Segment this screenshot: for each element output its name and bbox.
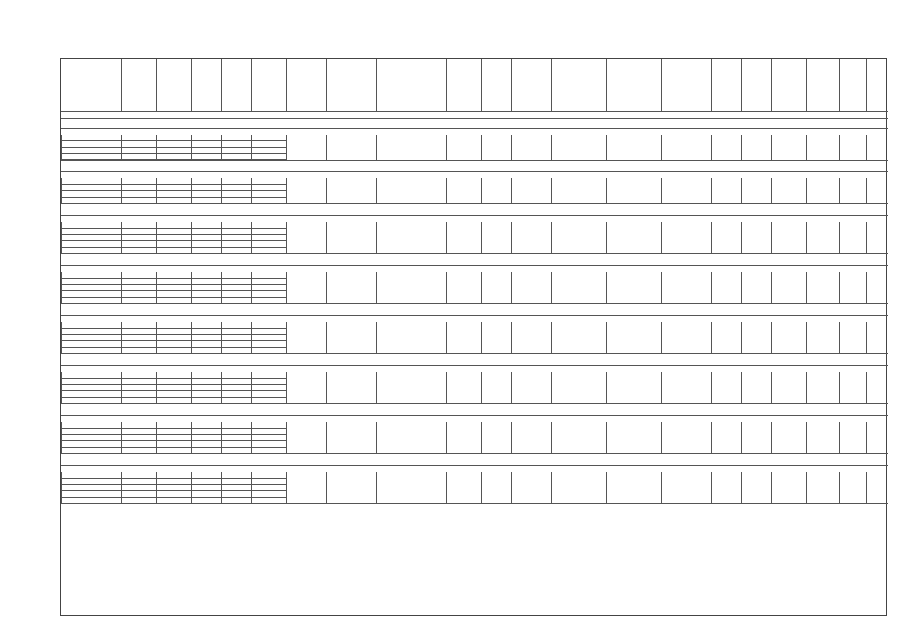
ownership-form xyxy=(662,145,710,153)
row-rule xyxy=(61,278,286,279)
block-divider xyxy=(326,178,327,203)
block-divider xyxy=(251,422,252,454)
block-divider xyxy=(771,472,772,504)
block-divider xyxy=(251,372,252,404)
block-divider xyxy=(839,422,840,454)
column-header xyxy=(552,63,605,109)
client xyxy=(552,383,605,397)
block-divider xyxy=(156,178,157,203)
object-line xyxy=(73,316,884,320)
column-header xyxy=(287,63,325,109)
row-rule xyxy=(61,347,286,348)
block-bottom xyxy=(61,403,888,404)
block-divider xyxy=(771,272,772,304)
capacity xyxy=(377,383,445,395)
work-type xyxy=(447,233,480,245)
row-rule xyxy=(61,234,286,235)
block-divider xyxy=(511,272,512,304)
block-divider xyxy=(839,135,840,160)
block-divider xyxy=(251,178,252,203)
investment-program-table xyxy=(60,58,887,616)
block-divider xyxy=(771,135,772,160)
block-divider xyxy=(326,135,327,160)
capacity xyxy=(377,233,445,245)
block-bottom xyxy=(61,160,888,161)
block-divider xyxy=(156,422,157,454)
row-rule xyxy=(61,284,286,285)
block-divider xyxy=(866,422,867,454)
work-type xyxy=(447,483,480,495)
row-rule xyxy=(61,478,286,479)
block-left xyxy=(61,222,62,254)
block-divider xyxy=(866,372,867,404)
block-divider xyxy=(251,322,252,354)
column-header xyxy=(157,63,190,109)
object-line xyxy=(73,172,884,176)
column-header xyxy=(222,63,250,109)
block-divider xyxy=(221,272,222,304)
block-divider xyxy=(221,322,222,354)
block-divider xyxy=(121,472,122,504)
amount xyxy=(607,144,660,152)
block-bottom xyxy=(61,353,888,354)
section-band xyxy=(63,306,884,310)
block-left xyxy=(61,422,62,454)
block-divider xyxy=(481,222,482,254)
work-type xyxy=(447,333,480,345)
row-rule xyxy=(61,334,286,335)
block-divider xyxy=(511,222,512,254)
block-divider xyxy=(481,422,482,454)
block-bottom xyxy=(61,203,888,204)
block-divider xyxy=(741,272,742,304)
block-divider xyxy=(191,178,192,203)
column-header xyxy=(122,63,155,109)
row-rule xyxy=(61,428,286,429)
block-divider xyxy=(741,422,742,454)
row-rule xyxy=(61,434,286,435)
block-divider xyxy=(251,472,252,504)
object-line xyxy=(73,216,884,220)
block-divider xyxy=(481,272,482,304)
block-divider xyxy=(251,135,252,160)
block-divider xyxy=(711,372,712,404)
block-divider xyxy=(191,422,192,454)
block-divider xyxy=(866,222,867,254)
header-divider xyxy=(866,59,867,111)
block-divider xyxy=(251,222,252,254)
row-rule xyxy=(61,197,286,198)
block-divider xyxy=(286,422,287,454)
block-divider xyxy=(156,272,157,304)
block-divider xyxy=(286,472,287,504)
column-header xyxy=(482,63,510,109)
block-left xyxy=(61,372,62,404)
section-band xyxy=(63,163,884,167)
object-line xyxy=(73,466,884,470)
block-divider xyxy=(806,422,807,454)
block-divider xyxy=(221,472,222,504)
block-divider xyxy=(741,222,742,254)
header-divider xyxy=(839,59,840,111)
block-divider xyxy=(286,135,287,160)
block-divider xyxy=(286,222,287,254)
block-divider xyxy=(191,322,192,354)
column-header xyxy=(327,63,375,109)
column-header xyxy=(377,63,445,109)
block-bottom xyxy=(61,453,888,454)
block-divider xyxy=(121,272,122,304)
capacity xyxy=(377,483,445,495)
column-header xyxy=(252,63,285,109)
block-divider xyxy=(741,472,742,504)
amount xyxy=(607,435,660,443)
ownership-form xyxy=(662,286,710,294)
block-divider xyxy=(221,422,222,454)
column-header xyxy=(712,63,740,109)
block-divider xyxy=(481,178,482,203)
row-rule xyxy=(61,397,286,398)
object-line xyxy=(73,129,884,133)
block-divider xyxy=(806,322,807,354)
block-divider xyxy=(156,472,157,504)
block-divider xyxy=(741,178,742,203)
client xyxy=(552,333,605,347)
row-rule xyxy=(61,147,286,148)
block-divider xyxy=(121,322,122,354)
amount xyxy=(607,485,660,493)
client xyxy=(552,142,605,156)
row-rule xyxy=(61,297,286,298)
block-divider xyxy=(866,272,867,304)
block-divider xyxy=(711,272,712,304)
row-rule xyxy=(61,497,286,498)
column-header xyxy=(192,63,220,109)
block-divider xyxy=(121,222,122,254)
block-divider xyxy=(156,135,157,160)
row-rule xyxy=(61,184,286,185)
block-divider xyxy=(156,372,157,404)
row-rule xyxy=(61,384,286,385)
row-rule xyxy=(61,228,286,229)
block-divider xyxy=(839,272,840,304)
block-divider xyxy=(806,372,807,404)
block-divider xyxy=(511,178,512,203)
block-divider xyxy=(326,422,327,454)
block-divider xyxy=(191,472,192,504)
column-header xyxy=(607,63,660,109)
block-divider xyxy=(866,322,867,354)
block-divider xyxy=(286,322,287,354)
block-divider xyxy=(771,178,772,203)
block-divider xyxy=(481,472,482,504)
block-divider xyxy=(121,372,122,404)
block-divider xyxy=(221,222,222,254)
amount xyxy=(607,235,660,243)
row-rule xyxy=(61,390,286,391)
block-divider xyxy=(511,135,512,160)
block-left xyxy=(61,272,62,304)
client xyxy=(552,433,605,447)
capacity xyxy=(377,283,445,295)
row-rule xyxy=(61,153,286,154)
client xyxy=(552,283,605,297)
header-bottom xyxy=(61,111,888,112)
block-divider xyxy=(481,322,482,354)
block-divider xyxy=(771,422,772,454)
amount xyxy=(607,385,660,393)
row-rule xyxy=(61,190,286,191)
amount xyxy=(607,188,660,196)
row-rule xyxy=(61,247,286,248)
block-divider xyxy=(866,135,867,160)
work-type xyxy=(447,383,480,395)
block-bottom xyxy=(61,253,888,254)
column-header xyxy=(742,63,770,109)
block-divider xyxy=(806,272,807,304)
column-header xyxy=(62,63,120,109)
ownership-form xyxy=(662,236,710,244)
block-divider xyxy=(711,178,712,203)
ownership-form xyxy=(662,436,710,444)
section-band xyxy=(63,256,884,260)
row-rule xyxy=(61,328,286,329)
row-rule xyxy=(61,447,286,448)
column-header xyxy=(772,63,805,109)
object-line xyxy=(73,416,884,420)
block-divider xyxy=(771,222,772,254)
block-divider xyxy=(481,372,482,404)
block-divider xyxy=(771,322,772,354)
block-divider xyxy=(326,372,327,404)
block-divider xyxy=(221,372,222,404)
block-divider xyxy=(839,322,840,354)
block-left xyxy=(61,178,62,203)
amount xyxy=(607,335,660,343)
client xyxy=(552,233,605,247)
block-divider xyxy=(511,372,512,404)
work-type xyxy=(447,186,480,198)
capacity xyxy=(377,333,445,345)
block-divider xyxy=(711,135,712,160)
block-divider xyxy=(326,322,327,354)
row-rule xyxy=(61,440,286,441)
block-divider xyxy=(511,322,512,354)
block-divider xyxy=(326,472,327,504)
block-divider xyxy=(156,222,157,254)
block-divider xyxy=(221,135,222,160)
block-divider xyxy=(806,135,807,160)
object-line xyxy=(73,266,884,270)
row-rule xyxy=(61,140,286,141)
ownership-form xyxy=(662,336,710,344)
block-divider xyxy=(741,372,742,404)
block-divider xyxy=(326,272,327,304)
block-divider xyxy=(286,372,287,404)
block-divider xyxy=(121,178,122,203)
capacity xyxy=(377,142,445,154)
block-divider xyxy=(191,222,192,254)
block-divider xyxy=(191,135,192,160)
block-left xyxy=(61,135,62,160)
block-divider xyxy=(741,322,742,354)
block-left xyxy=(61,472,62,504)
block-divider xyxy=(156,322,157,354)
capacity xyxy=(377,433,445,445)
block-divider xyxy=(286,272,287,304)
capacity xyxy=(377,186,445,198)
ownership-form xyxy=(662,486,710,494)
section-band xyxy=(63,406,884,410)
block-divider xyxy=(866,178,867,203)
block-divider xyxy=(839,372,840,404)
block-divider xyxy=(839,472,840,504)
row-rule xyxy=(61,490,286,491)
work-type xyxy=(447,433,480,445)
block-divider xyxy=(711,322,712,354)
block-divider xyxy=(191,272,192,304)
block-divider xyxy=(741,135,742,160)
block-divider xyxy=(286,178,287,203)
block-divider xyxy=(839,178,840,203)
block-divider xyxy=(121,422,122,454)
section-band xyxy=(63,119,884,123)
block-divider xyxy=(711,222,712,254)
section-band xyxy=(63,356,884,360)
block-divider xyxy=(806,178,807,203)
block-divider xyxy=(121,135,122,160)
ownership-form xyxy=(662,189,710,197)
work-type xyxy=(447,283,480,295)
client xyxy=(552,483,605,497)
block-divider xyxy=(221,178,222,203)
column-header xyxy=(512,63,550,109)
column-header xyxy=(662,63,710,109)
row-rule xyxy=(61,290,286,291)
block-divider xyxy=(711,422,712,454)
row-rule xyxy=(61,484,286,485)
block-divider xyxy=(806,222,807,254)
block-bottom xyxy=(61,303,888,304)
block-divider xyxy=(771,372,772,404)
block-divider xyxy=(839,222,840,254)
section-band xyxy=(63,456,884,460)
block-left xyxy=(61,322,62,354)
row-rule xyxy=(61,378,286,379)
row-rule xyxy=(61,240,286,241)
column-header xyxy=(447,63,480,109)
work-type xyxy=(447,142,480,154)
amount xyxy=(607,285,660,293)
block-divider xyxy=(326,222,327,254)
section-band xyxy=(63,206,884,210)
ownership-form xyxy=(662,386,710,394)
block-divider xyxy=(251,272,252,304)
block-divider xyxy=(806,472,807,504)
block-divider xyxy=(711,472,712,504)
header-divider xyxy=(806,59,807,111)
block-divider xyxy=(481,135,482,160)
block-divider xyxy=(866,472,867,504)
row-rule xyxy=(61,340,286,341)
block-divider xyxy=(511,472,512,504)
client xyxy=(552,186,605,200)
object-line xyxy=(73,366,884,370)
block-bottom xyxy=(61,503,888,504)
block-divider xyxy=(191,372,192,404)
block-divider xyxy=(511,422,512,454)
